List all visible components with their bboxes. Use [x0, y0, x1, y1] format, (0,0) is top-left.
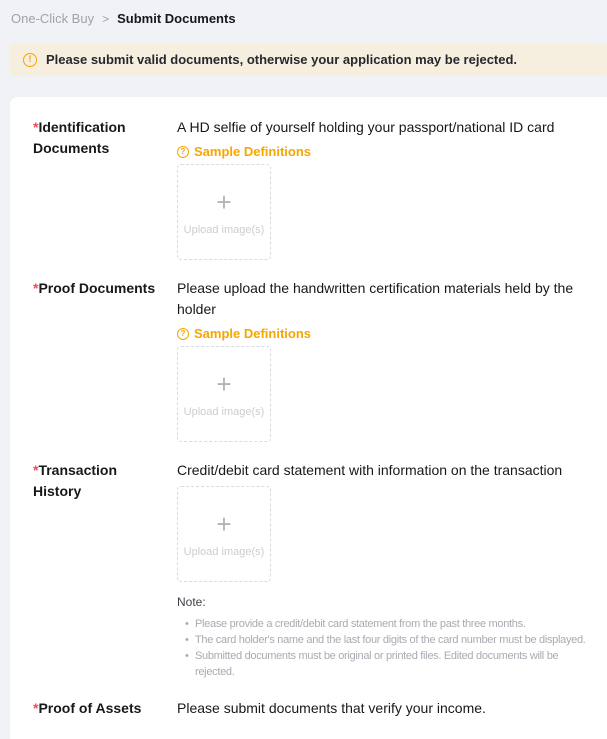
field-label: [33, 117, 177, 260]
field-label-text: Transaction History: [33, 462, 118, 499]
field-description: Please submit documents that verify your income.: [177, 700, 486, 716]
sample-definitions-label: Sample Definitions: [194, 326, 312, 341]
field-description: Please upload the handwritten certification materials held by the holder: [177, 280, 574, 317]
form-row-proof-of-assets: [33, 698, 597, 719]
field-description: Credit/debit card statement with information on the transaction: [177, 462, 563, 478]
submit-documents-form: [10, 97, 607, 739]
plus-icon: +: [216, 368, 232, 399]
breadcrumb-current: Submit Documents: [117, 11, 236, 26]
upload-label: Upload image(s): [183, 545, 265, 558]
form-row-transaction-history: [33, 460, 597, 680]
plus-icon: +: [216, 508, 232, 539]
upload-label: Upload image(s): [183, 405, 265, 418]
breadcrumb: [0, 0, 607, 28]
field-label-text: Identification Documents: [33, 119, 126, 156]
note-item: • The card holder's name and the last four digits of the card number must be displayed.: [177, 632, 589, 648]
field-label-text: Proof Documents: [38, 280, 156, 296]
required-asterisk: *: [33, 700, 39, 716]
required-asterisk: *: [33, 462, 39, 478]
info-icon: !: [23, 53, 37, 67]
note-item: • Please provide a credit/debit card statement from the past three months.: [177, 616, 589, 632]
field-label: [33, 460, 177, 680]
upload-dropzone[interactable]: [177, 346, 271, 442]
upload-dropzone[interactable]: [177, 486, 271, 582]
sample-definitions-link[interactable]: [177, 326, 311, 341]
question-icon: ?: [177, 146, 189, 158]
required-asterisk: *: [33, 119, 39, 135]
required-asterisk: *: [33, 280, 39, 296]
plus-icon: +: [216, 186, 232, 217]
question-icon: ?: [177, 328, 189, 340]
field-label: [33, 698, 177, 719]
field-label: [33, 278, 177, 442]
sample-definitions-link[interactable]: [177, 144, 311, 159]
breadcrumb-separator: >: [102, 12, 110, 26]
upload-label: Upload image(s): [183, 223, 265, 236]
form-row-identification-documents: [33, 117, 597, 260]
note-block: [177, 594, 589, 680]
breadcrumb-parent-link[interactable]: One-Click Buy: [11, 11, 95, 26]
field-description: A HD selfie of yourself holding your passport/national ID card: [177, 119, 555, 135]
upload-dropzone[interactable]: [177, 164, 271, 260]
sample-definitions-label: Sample Definitions: [194, 144, 312, 159]
note-item: • Submitted documents must be original or printed files. Edited documents will be rejected.: [177, 648, 589, 680]
warning-banner-text: Please submit valid documents, otherwise your application may be rejected.: [46, 52, 518, 67]
note-list: [177, 616, 589, 680]
field-label-text: Proof of Assets: [38, 700, 142, 716]
form-row-proof-documents: [33, 278, 597, 442]
note-title: Note:: [177, 595, 206, 609]
warning-banner: [10, 43, 607, 76]
